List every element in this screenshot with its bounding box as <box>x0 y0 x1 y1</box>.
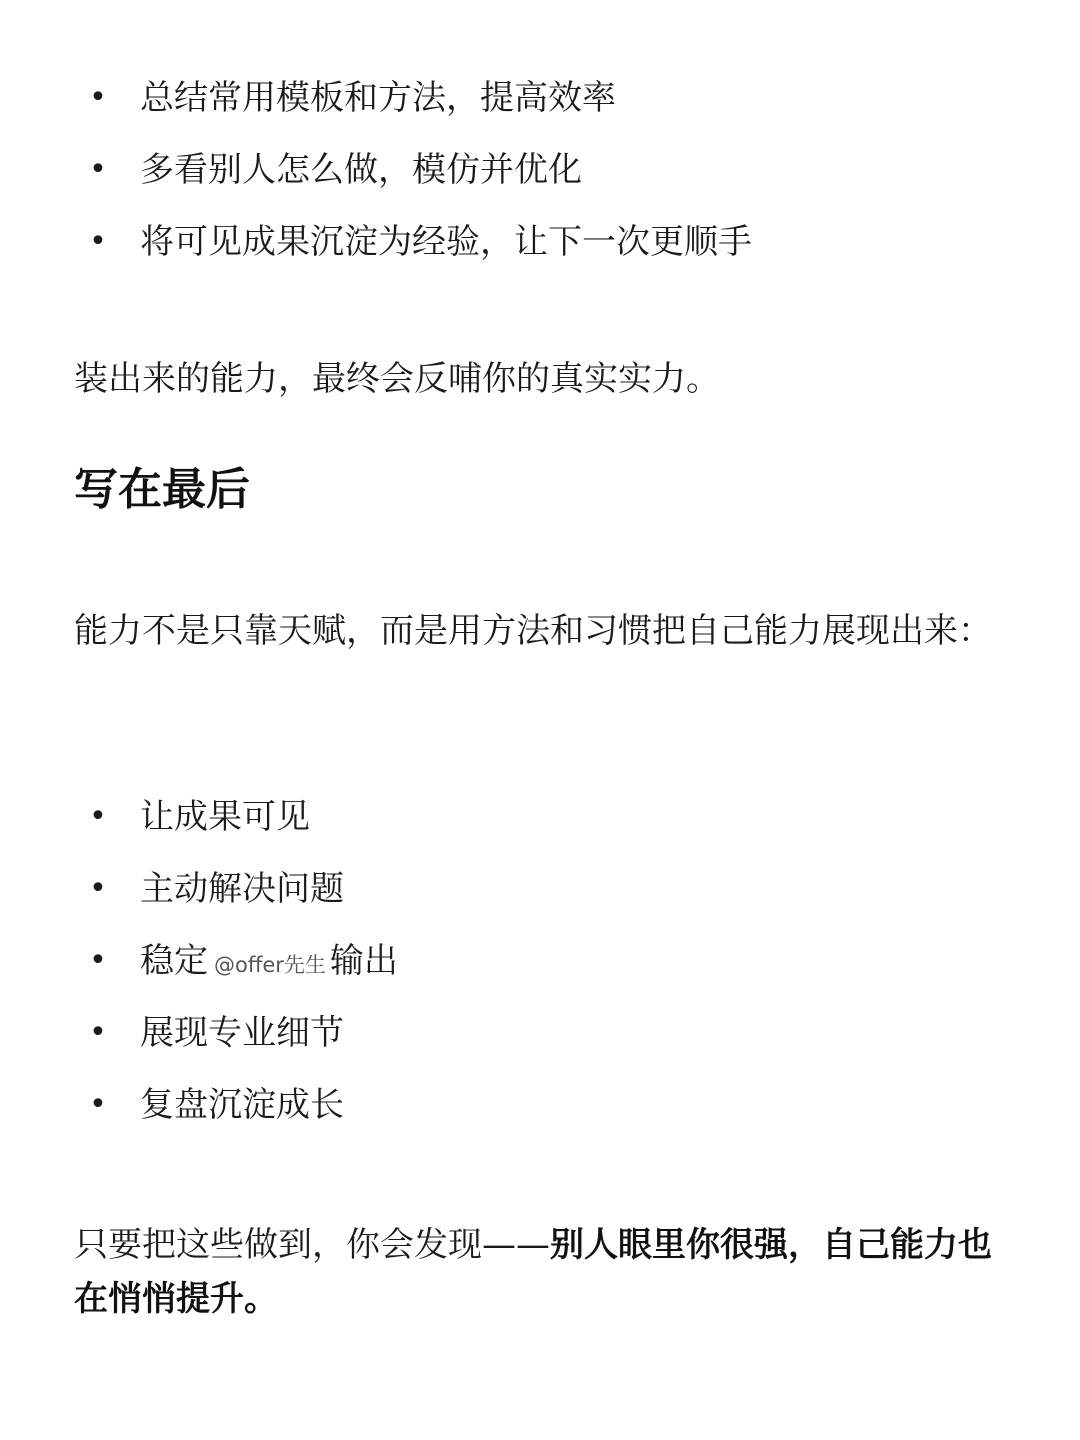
list-item-text-part: 输出 <box>329 941 398 981</box>
list-item-text <box>140 925 398 1001</box>
list-item-text: 展现专业细节 <box>140 1013 344 1053</box>
closing-emphasis: 别人眼里你很强，自己能力也在悄悄提升。 <box>74 1225 992 1319</box>
list-item-text-part: 稳定 <box>140 941 208 981</box>
list-item-text: 总结常用模板和方法，提高效率 <box>140 78 616 118</box>
section-heading: 写在最后 <box>74 464 250 515</box>
list-item <box>0 997 1080 1069</box>
bullet-icon: • <box>89 1015 107 1050</box>
bullet-icon: • <box>89 799 107 834</box>
ability-list <box>0 781 1080 1141</box>
bullet-icon: • <box>89 224 107 259</box>
list-item <box>0 853 1080 925</box>
tips-list <box>0 62 1080 278</box>
list-item-text: 多看别人怎么做，模仿并优化 <box>140 150 582 190</box>
list-item <box>0 1069 1080 1141</box>
list-item <box>0 134 1080 206</box>
closing-paragraph <box>74 1218 994 1326</box>
bullet-icon: • <box>89 943 107 978</box>
bullet-icon: • <box>89 871 107 906</box>
list-item-text: 复盘沉淀成长 <box>140 1085 344 1125</box>
bullet-icon: • <box>89 152 107 187</box>
bullet-icon: • <box>89 80 107 115</box>
list-item-text: 让成果可见 <box>140 797 310 837</box>
list-item <box>0 62 1080 134</box>
list-item-text: 将可见成果沉淀为经验，让下一次更顺手 <box>140 222 752 262</box>
list-item <box>0 206 1080 278</box>
list-item <box>0 925 1080 997</box>
list-item-text: 主动解决问题 <box>140 869 344 909</box>
author-watermark: @offer先生 <box>214 953 326 977</box>
summary-paragraph: 装出来的能力，最终会反哺你的真实实力。 <box>74 359 720 399</box>
list-item <box>0 781 1080 853</box>
intro-paragraph: 能力不是只靠天赋，而是用方法和习惯把自己能力展现出来： <box>74 611 992 651</box>
closing-text: 只要把这些做到，你会发现—— <box>74 1225 550 1265</box>
bullet-icon: • <box>89 1087 107 1122</box>
